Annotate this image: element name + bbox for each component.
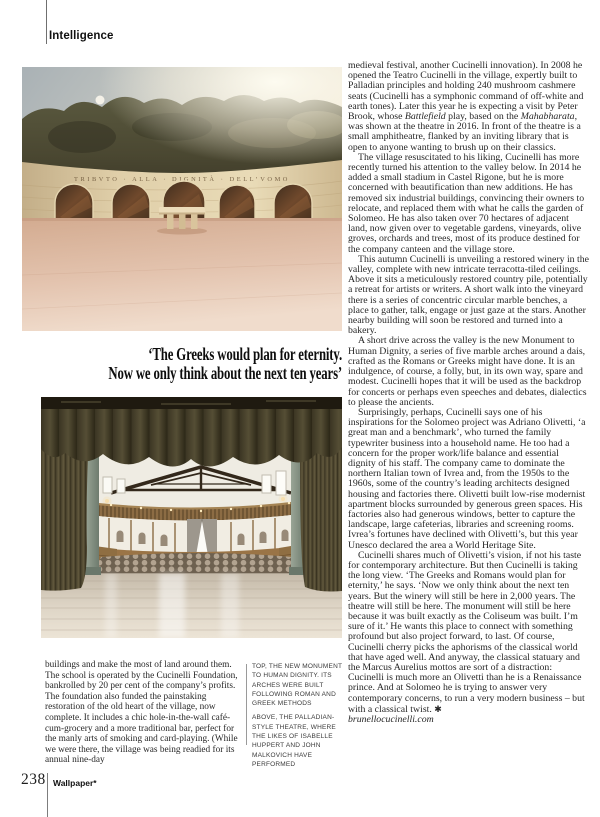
article-column	[348, 61, 589, 725]
pull-quote-line2: Now we only think about the next ten years’	[108, 363, 343, 383]
curtain-valance	[41, 405, 342, 467]
pull-quote	[101, 345, 342, 383]
theatre-photo	[41, 397, 342, 638]
caption-top: TOP, THE NEW MONUMENT TO HUMAN DIGNITY. ITS ARCHES WERE BUILT FOLLOWING ROMAN AND GREEK METHODS	[252, 663, 343, 708]
article-paragraph: The village resuscitated to his liking, Cucinelli has more recently turned his attention to the valley below. In 2014 he added a small stadium in Castel Rigone, but he is more concerned with beautification than new additions. He has removed six industrial buildings, convincing their owners to relocate, and replaced them with what he calls the garden of Solomeo. He has also taken over 70 hectares of adjacent land, now given over to vegetable gardens, vineyards, olive groves, orchards and trees, most of its produce destined for the company canteen and the village store.	[348, 151, 585, 255]
caption-above: ABOVE, THE PALLADIAN-STYLE THEATRE, WHERE THE LIKES OF ISABELLE HUPPERT AND JOHN MALKOVICH HAVE PERFORMED	[252, 714, 336, 768]
captions	[252, 662, 344, 774]
article-paragraphs	[348, 61, 589, 715]
article-website: brunellocucinelli.com	[348, 714, 434, 725]
pull-quote-line1: ‘The Greeks would plan for eternity.	[148, 344, 342, 364]
article-paragraph: Surprisingly, perhaps, Cucinelli says one of his inspirations for the Solomeo project was Adriano Olivetti, ‘a great man and a benchmark’, who turned the family typewriter business into a household name. He too had a concern for the proper work/life balance and essential dignity of his staff. The company came to dominate the northern Italian town of Ivrea and, from the 1950s to the 1960s, some of the country’s leading architects designed housing and factories there. Olivetti built low-rise modernist apartment blocks surrounded by generous green spaces. His factories also had generous windows, better to capture the landscape, large cafeterias, libraries and screening rooms. Ivrea’s fortunes have declined with Olivetti’s, but this year Unesco declared the area a World Heritage Site.	[348, 406, 586, 551]
stage-machinery-bar	[41, 397, 342, 409]
stage-floor	[41, 573, 342, 638]
footer-rule	[47, 773, 48, 817]
article-paragraph: This autumn Cucinelli is unveiling a restored winery in the valley, complete with new intricate terracotta-tiled ceilings. Above it sits a meticulously restored country pile, potentially a retreat for artists or writers. A short walk into the vineyard there is a series of concentric circular marble benches, a place to gather, talk, engage or just gaze at the stars. Another nearby building will soon be restored and turned into a bakery.	[348, 253, 589, 337]
article-paragraph: medieval festival, another Cucinelli innovation). In 2008 he opened the Teatro Cucinelli in the village, expertly built to Palladian principles and holding 240 mushroom cashmere seats (Cucinelli has a symphonic command of off-white and earth tones). Later this year he is expecting a visit by Peter Brook, whose Battlefield play, based on the Mahabharata, was shown at the theatre in 2016. In front of the theatre is a small amphitheatre, flanked by an inviting library that is open to anyone wanting to brush up on their classics.	[348, 60, 584, 153]
header-rule	[46, 0, 47, 44]
article-paragraph: A short drive across the valley is the new Monument to Human Dignity, a series of five marble arches around a dais, crafted as the Romans or Greeks might have done. It is an indulgence, of course, a folly, but, in its own way, spare and modest. Cucinelli hopes that it will be used as the backdrop for concerts or perhaps even speeches and debates, dialectics to please the ancients.	[348, 335, 587, 408]
page-number: 238	[21, 771, 46, 788]
left-column-text: buildings and make the most of land around them. The school is operated by the Cucinelli Foundation, bankrolled by 20 per cent of the company’s profits. The foundation also funded the painstaking restoration of the old heart of the village, now complete. It includes a chic hole-in-the-wall café-cum-grocery and a more traditional bar, perfect for the manly arts of smoking and card-playing. (While we were there, the village was being readied for its annual nine-day	[45, 660, 238, 766]
monument-inscription: TRIBVTO · ALLA · DIGNITÀ · DELL’VOMO	[74, 177, 277, 183]
section-title: Intelligence	[49, 30, 114, 42]
monument-plaza	[22, 218, 342, 331]
magazine-brand: Wallpaper*	[53, 778, 97, 788]
article-paragraph: Cucinelli shares much of Olivetti’s vision, if not his taste for contemporary architecture. But then Cucinelli is taking the long view. ‘The Greeks and Romans would plan for eternity,’ he says. ‘Now we only think about the next ten years. But the winery will still be here in 2,000 years. The theatre will still be here. The monument will still be here because it was built exactly as the Coliseum was built. I’m sure of it.’ He wants this place to connect with something profound but also project forward, to last. Of course, Cucinelli cherry picks the aphorisms of the classical world that have aged well. And anyway, the classical statuary and the Marcus Aurelius mottos are sort of a distraction: Cucinelli is much more an Olivetti than he is a Renaissance prince. And at Solomeo he is trying to answer very contemporary concerns, to run a very modern business – but with a classical twist. ✱	[348, 549, 585, 715]
caption-rule	[246, 664, 247, 745]
monument-photo	[22, 67, 342, 331]
end-of-article-star: ✱	[434, 703, 442, 714]
